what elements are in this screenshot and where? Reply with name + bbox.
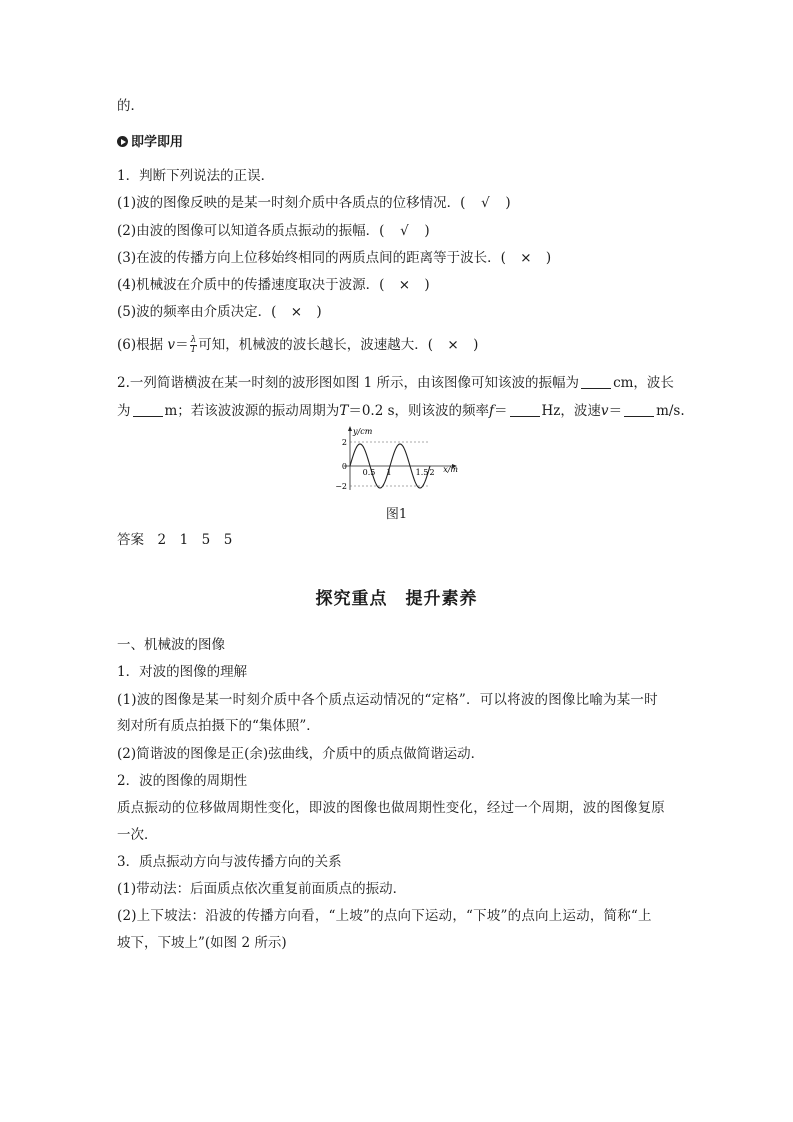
subsection-heading: 2．波的图像的周期性: [117, 773, 248, 789]
question-1-title: 1．判断下列说法的正误．: [117, 168, 275, 184]
cross-mark: ×: [520, 250, 532, 266]
y-tick-label: 0: [341, 462, 347, 471]
x-tick-label: 1.5: [415, 468, 429, 477]
paragraph-line: (2)上下坡法：沿波的传播方向看，“上坡”的点向下运动，“下坡”的点向上运动，简称“上: [117, 908, 652, 924]
fraction: $\frac{\lambda}{T}$: [190, 335, 197, 355]
cross-mark: ×: [447, 337, 459, 353]
x-tick-label: 1: [386, 468, 392, 477]
wave-figure: [330, 424, 470, 494]
question-1-item-6: (6)根据 v＝ $\frac{\lambda}{T}$ 可知，机械波的波长越长，波速越大．( × ): [117, 335, 479, 355]
paragraph-line: (1)带动法：后面质点依次重复前面质点的振动．: [117, 881, 407, 897]
answer-blank: [581, 374, 611, 389]
x-tick-label: 2: [429, 468, 435, 477]
y-tick-label: −2: [335, 482, 347, 491]
subsection-heading: 1．对波的图像的理解: [117, 664, 248, 680]
answer-blank: [133, 402, 163, 417]
check-mark: √: [481, 195, 490, 211]
answer-blank: [624, 402, 654, 417]
x-tick-label: 0.5: [362, 468, 376, 477]
question-1-item-4: (4)机械波在介质中的传播速度取决于波源．( × ): [117, 277, 430, 293]
answer-blank: [510, 402, 540, 417]
y-tick-label: 2: [341, 438, 347, 447]
question-1-item-1: (1)波的图像反映的是某一时刻介质中各质点的位移情况．( √ ): [117, 195, 511, 211]
subheading: 即学即用: [117, 132, 183, 153]
question-1-item-3: (3)在波的传播方向上位移始终相同的两质点间的距离等于波长．( × ): [117, 250, 552, 266]
paragraph-line: (2)简谐波的图像是正(余)弦曲线，介质中的质点做简谐运动．: [117, 746, 485, 762]
check-mark: √: [400, 223, 409, 239]
cross-mark: ×: [290, 304, 303, 320]
paragraph-line: 刻对所有质点拍摄下的“集体照”．: [117, 718, 320, 734]
paragraph-line: 坡下，下坡上”(如图 2 所示): [117, 935, 287, 951]
question-1-item-2: (2)由波的图像可以知道各质点振动的振幅．( √ ): [117, 223, 430, 239]
section-title: 探究重点 提升素养: [315, 589, 478, 609]
answer-line: 答案 2 1 5 5: [117, 532, 233, 548]
paragraph-line: (1)波的图像是某一时刻介质中各个质点运动情况的“定格”．可以将波的图像比喻为某一时: [117, 692, 658, 708]
cross-mark: ×: [398, 277, 411, 293]
paragraph-line: 一次．: [117, 827, 158, 843]
y-axis-arrow: [348, 426, 352, 431]
subsection-heading: 3．质点振动方向与波传播方向的关系: [117, 854, 342, 870]
section-heading: 一、机械波的图像: [117, 637, 225, 653]
x-axis-label: x/m: [443, 465, 458, 474]
question-2-line-2: 为 m；若该波波源的振动周期为T＝0.2 s，则该波的频率f＝ Hz，波速v＝ m/s.: [117, 403, 685, 419]
paragraph-line: 质点振动的位移做周期性变化，即波的图像也做周期性变化，经过一个周期，波的图像复原: [117, 800, 665, 816]
text-line: 的．: [117, 98, 144, 114]
play-circle-icon: [117, 136, 128, 147]
y-axis-label: y/cm: [353, 427, 373, 436]
figure-caption: 图1: [385, 507, 408, 522]
question-2-line-1: 2.一列简谐横波在某一时刻的波形图如图 1 所示，由该图像可知该波的振幅为 cm，波长: [117, 375, 674, 391]
question-1-item-5: (5)波的频率由介质决定．( × ): [117, 304, 322, 320]
